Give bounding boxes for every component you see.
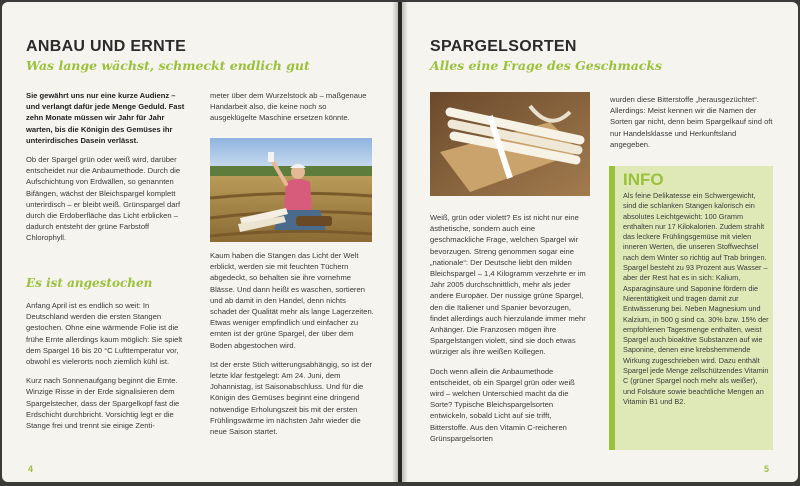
paragraph: Ob der Spargel grün oder weiß wird, darüber entscheidet nur die Anbaumethode. Durch die Aufschichtung von Erdwällen, so genannten Bifängen, wächst der Bleichspargel komplett unterirdisch – er bleibt weiß. Grünspargel darf durch die Erdoberfläche das Licht erblicken – dadurch entsteht der grüne Farbstoff Chlorophyll.	[26, 155, 181, 243]
paragraph: Ist der erste Stich witterungsabhängig, so ist der letzte klar festgelegt: Am 24. Juni, dem Johannistag, ist Saisonabschluss. Und für die Königin des Gemüses beginnt eine dringend notwendige Erholungszeit bis mit der ersten Frühlingswärme im nächsten Jahr wieder die neue Saison startet.	[210, 359, 373, 437]
right-column-2-top	[610, 94, 774, 158]
left-column-1-continued	[26, 300, 190, 439]
info-accent-bar	[609, 166, 615, 450]
info-box	[609, 166, 773, 450]
lead-paragraph: Sie gewährt uns nur eine kurze Audienz – und verlangt dafür jede Menge Geduld. Fast zehn Monate müssen wir Jahr für Jahr warten, bis die Königin des Gemüses ihr unterirdisches Dasein verlässt.	[26, 91, 185, 145]
page-subtitle: Alles eine Frage des Geschmacks	[430, 58, 663, 73]
left-column-2	[210, 250, 374, 445]
paragraph: meter über dem Wurzelstock ab – maßgenaue Handarbeit also, die keine noch so ausgeklügelte Maschine ersetzen könnte.	[210, 91, 367, 123]
section-title: Es ist angestochen	[26, 276, 153, 290]
info-text: Als feine Delikatesse ein Schwergewicht, sind die schlanken Stangen kalorisch ein absolutes Leichtgewicht: 100 Gramm enthalten nur 17 Kilokalorien. Zudem strahlt das leckere Frühlingsgemüse mit vielen inneren Werten, die unseren Stoffwechsel nach dem Winter so richtig auf Trab bringen. Spargel besteht zu 93 Prozent aus Wasser – aber der Rest hat es in sich: Kalium, Asparaginsäure und Saponine fördern die Nierentätigkeit und tragen damit zur Entwässerung bei. Neben Magnesium und Kalzium, in 500 g sind ca. 30% bzw. 15% der empfohlenen Tagesmenge enthalten, weist Spargel auch bioaktive Substanzen auf wie Saponine, denen eine krebshemmende Wirkung zugeschrieben wird. Dazu enthält Spargel jede Menge zellschützendes Vitamin C (grüner Spargel noch mehr als weißer), und Folsäure sowie beachtliche Mengen an Vitamin B1 und B2.	[623, 191, 769, 406]
paragraph: Kurz nach Sonnenaufgang beginnt die Ernte. Winzige Risse in der Erde signalisieren dem Spargelstecher, dass der Spargelkopf fast die Erdschicht durchbricht. Vorsichtig legt er die Stange frei und trennt sie einige Zenti-	[26, 376, 180, 431]
paragraph: Anfang April ist es endlich so weit: In Deutschland werden die ersten Stangen gestochen. Ohne eine wärmende Folie ist die frühe Ernte allerdings kaum möglich: Sie spielt dem Spargel 16 bis 20 °C Lufttemperatur vor, obwohl es vielerorts noch ziemlich kühl ist.	[26, 301, 183, 367]
book-gutter	[392, 2, 408, 482]
left-column-1	[26, 90, 190, 252]
asparagus-photo	[430, 92, 590, 196]
right-page	[402, 2, 798, 482]
paragraph: Doch wenn allein die Anbaumethode entscheidet, ob ein Spargel grün oder weiß wird – welchen Unterschied macht da die Sorte? Typische Bleichspargelsorten entwickeln, sobald Licht auf sie trifft, Bitterstoffe. Aus den Vitamin C-reicheren Grünspargelsorten	[430, 366, 575, 443]
page-number: 5	[764, 464, 770, 474]
paragraph: Weiß, grün oder violett? Es ist nicht nur eine ästhetische, sondern auch eine geschmackliche Frage, welchen Spargel wir bevorzugen. Streng genommen sogar eine „nationale“: Der Deutsche liebt den milden Bleichspargel – 1,4 Kilogramm verzehrte er im Jahr 2005 durchschnittlich, mehr als jeder andere Europäer. Der nussige grüne Spargel, den die Italiener und Spanier bevorzugen, findet allerdings auch hierzulande immer mehr Anhänger. Die Franzosen mögen ihre Spargelstangen violett, sind sie doch etwas würziger als ihre weißen Kollegen.	[430, 213, 586, 357]
page-title: SPARGELSORTEN	[430, 38, 577, 55]
right-column-1	[430, 212, 590, 452]
page-subtitle: Was lange wächst, schmeckt endlich gut	[26, 58, 310, 73]
paragraph: wurden diese Bitterstoffe „herausgezüchtet“. Allerdings: Meist kennen wir die Namen der Sorten gar nicht, denn beim Spargelkauf sind oft nur Handelsklasse und Herkunftsland angegeben.	[610, 95, 773, 149]
harvest-photo	[210, 138, 372, 242]
page-number: 4	[28, 464, 34, 474]
left-column-2-top	[210, 90, 374, 132]
info-title: INFO	[623, 170, 664, 189]
paragraph: Kaum haben die Stangen das Licht der Welt erblickt, werden sie mit feuchten Tüchern abgedeckt, so behalten sie ihre vornehme Blässe. Und dann heißt es waschen, sortieren und ab damit in den Handel, denn nichts schadet der Qualität mehr als lange Lagerzeiten. Etwas weniger empfindlich und einfacher zu ernten ist der grüne Spargel, der über dem Boden abgestochen wird.	[210, 251, 374, 350]
page-title: ANBAU UND ERNTE	[26, 38, 187, 55]
left-page	[2, 2, 398, 482]
